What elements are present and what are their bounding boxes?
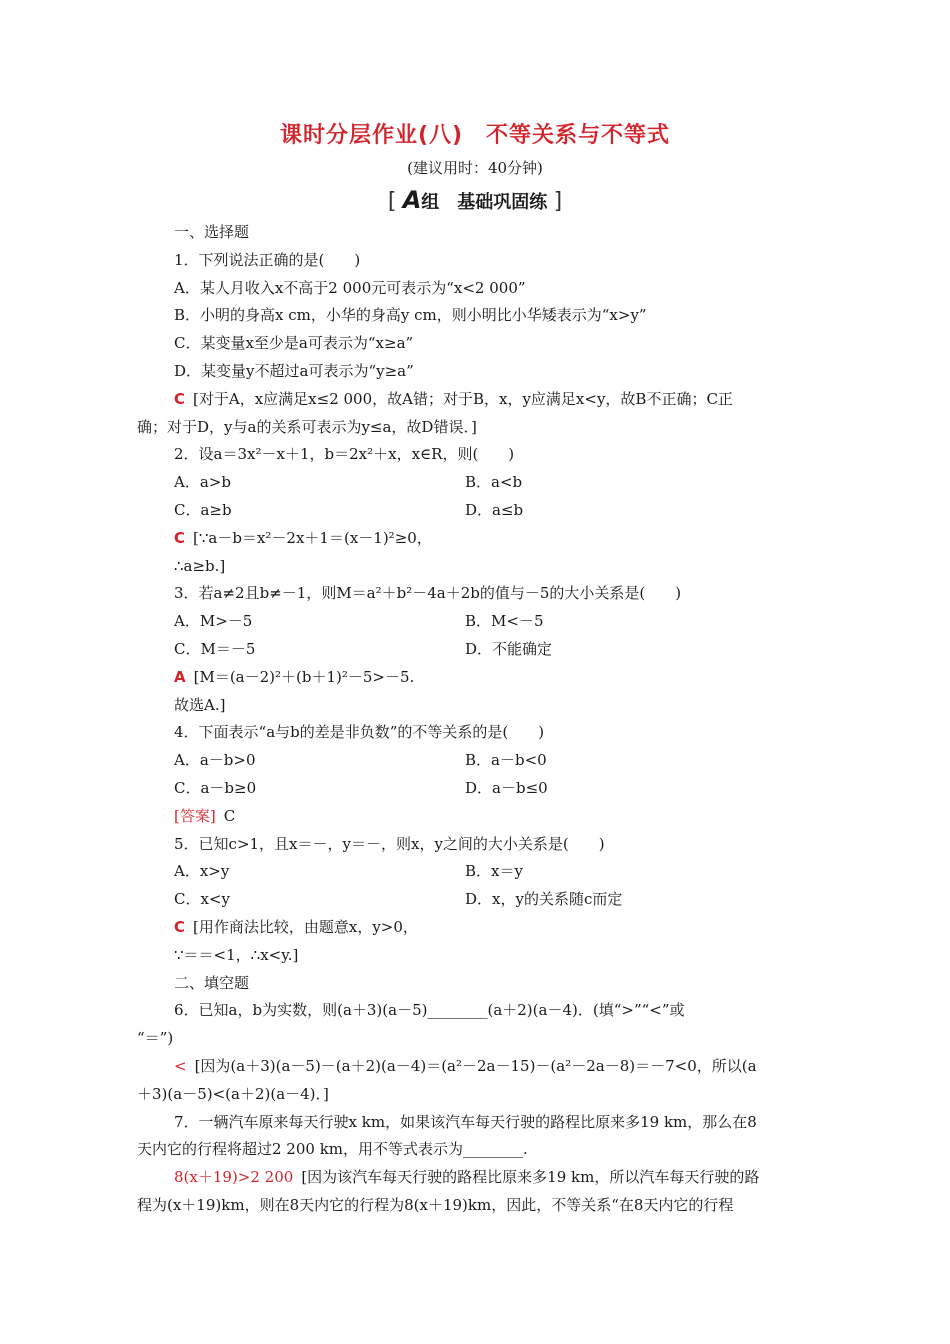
line-text: 二、填空题 [174,973,250,992]
option-left: A．a>b [174,473,231,492]
text-line [137,525,817,553]
option-left: C．x<y [174,890,230,909]
line-text: 1．下列说法正确的是( ) [174,250,361,269]
answer-value: 8(x＋19)>2 200 [174,1168,294,1187]
line-text: D．某变量y不超过a可表示为“y≥a” [174,361,414,380]
option-left: A．M>－5 [174,612,253,631]
option-left: A．a－b>0 [174,751,256,770]
option-right: D．a≤b [465,500,524,519]
text-line [137,386,817,414]
text-line [137,302,817,330]
line-text: 4．下面表示“a与b的差是非负数”的不等关系的是( ) [174,723,545,742]
text-line [137,358,817,386]
option-left: A．x>y [174,862,230,881]
exercise-body [137,219,817,1220]
text-line [137,1081,817,1109]
page-title: 课时分层作业(八) 不等关系与不等式 [279,123,671,148]
line-text: 7．一辆汽车原来每天行驶x km，如果该汽车每天行驶的路程比原来多19 km，那么在8 [174,1112,757,1131]
line-text: 3．若a≠2且b≠－1，则M＝a²＋b²－4a＋2b的值与－5的大小关系是( ) [174,584,682,603]
answer-letter: C [174,528,186,547]
option-right: B．a－b<0 [465,751,547,770]
text-line [137,1192,817,1220]
text-line [137,803,817,831]
line-text: ∵＝＝<1，∴x<y.] [174,945,299,964]
line-text: 2．设a＝3x²－x＋1，b＝2x²＋x，x∈R，则( ) [174,445,515,464]
text-line [137,775,817,803]
line-text: C．某变量x至少是a可表示为“x≥a” [174,334,414,353]
text-line [137,692,817,720]
answer-letter: C [174,917,186,936]
text-line [137,330,817,358]
text-line [137,247,817,275]
line-text: [因为该汽车每天行驶的路程比原来多19 km，所以汽车每天行驶的路 [301,1168,760,1187]
option-right: D．x，y的关系随c而定 [465,890,623,909]
text-line [137,1136,817,1164]
text-line [137,553,817,581]
bracket-left: [ [387,189,397,214]
answer-letter: C [174,389,186,408]
text-line [137,831,817,859]
group-label: 组 基础巩固练 [421,192,548,213]
text-line [137,664,817,692]
line-text: 天内它的行程将超过2 200 km，用不等式表示为________. [137,1140,528,1159]
answer-letter: A [174,667,186,686]
line-text: 6．已知a，b为实数，则(a＋3)(a－5)________(a＋2)(a－4)．(填“>”“<”或 [174,1001,685,1020]
line-text: 程为(x＋19)km，则在8天内它的行程为8(x＋19)km，因此，不等关系“在8天内它的行程 [137,1195,734,1214]
line-text: 5．已知c>1，且x＝－，y＝－，则x，y之间的大小关系是( ) [174,834,605,853]
text-line [137,1109,817,1137]
text-line [137,580,817,608]
text-line [137,1053,817,1081]
option-left: C．a－b≥0 [174,778,257,797]
text-line [137,275,817,303]
text-line [137,1164,817,1192]
text-line [137,942,817,970]
option-right: B．a<b [465,473,523,492]
option-right: D．不能确定 [465,639,553,658]
group-letter: A [402,186,422,214]
text-line [137,469,817,497]
line-text: ∴a≥b.] [174,556,226,575]
answer-tag: [答案] [174,806,216,825]
text-line [137,747,817,775]
text-line [137,608,817,636]
line-text: [M＝(a－2)²＋(b＋1)²－5>－5. [193,667,415,686]
line-text: C [223,806,236,825]
text-line [137,414,817,442]
line-text: 确；对于D，y与a的关系可表示为y≤a，故D错误．] [137,417,477,436]
option-right: B．x＝y [465,862,523,881]
line-text: [因为(a＋3)(a－5)－(a＋2)(a－4)＝(a²－2a－15)－(a²－2a－8)＝－7<0，所以(a [194,1056,757,1075]
text-line [137,1025,817,1053]
text-line [137,441,817,469]
option-right: D．a－b≤0 [465,778,548,797]
line-text: A．某人月收入x不高于2 000元可表示为“x<2 000” [174,278,526,297]
bracket-right: ] [553,189,563,214]
line-text: B．小明的身高x cm，小华的身高y cm，则小明比小华矮表示为“x>y” [174,306,647,325]
option-left: C．a≥b [174,500,232,519]
suggested-time: (建议用时：40分钟) [407,159,543,177]
group-heading [0,186,950,214]
text-line [137,858,817,886]
line-text: 一、选择题 [174,223,250,241]
option-right: B．M<－5 [465,612,544,631]
line-text: [用作商法比较，由题意x，y>0， [193,917,418,936]
text-line [137,497,817,525]
line-text: “＝”) [137,1029,174,1048]
text-line [137,970,817,998]
line-text: [∵a－b＝x²－2x＋1＝(x－1)²≥0， [193,528,432,547]
text-line [137,636,817,664]
text-line [137,719,817,747]
line-text: 故选A.] [174,695,226,714]
option-left: C．M＝－5 [174,639,256,658]
answer-value: < [174,1056,187,1075]
text-line [137,914,817,942]
text-line [137,886,817,914]
text-line [137,219,817,247]
line-text: ＋3)(a－5)<(a＋2)(a－4)．] [137,1084,329,1103]
line-text: [对于A，x应满足x≤2 000，故A错；对于B，x，y应满足x<y，故B不正确；C正 [193,389,733,408]
text-line [137,997,817,1025]
